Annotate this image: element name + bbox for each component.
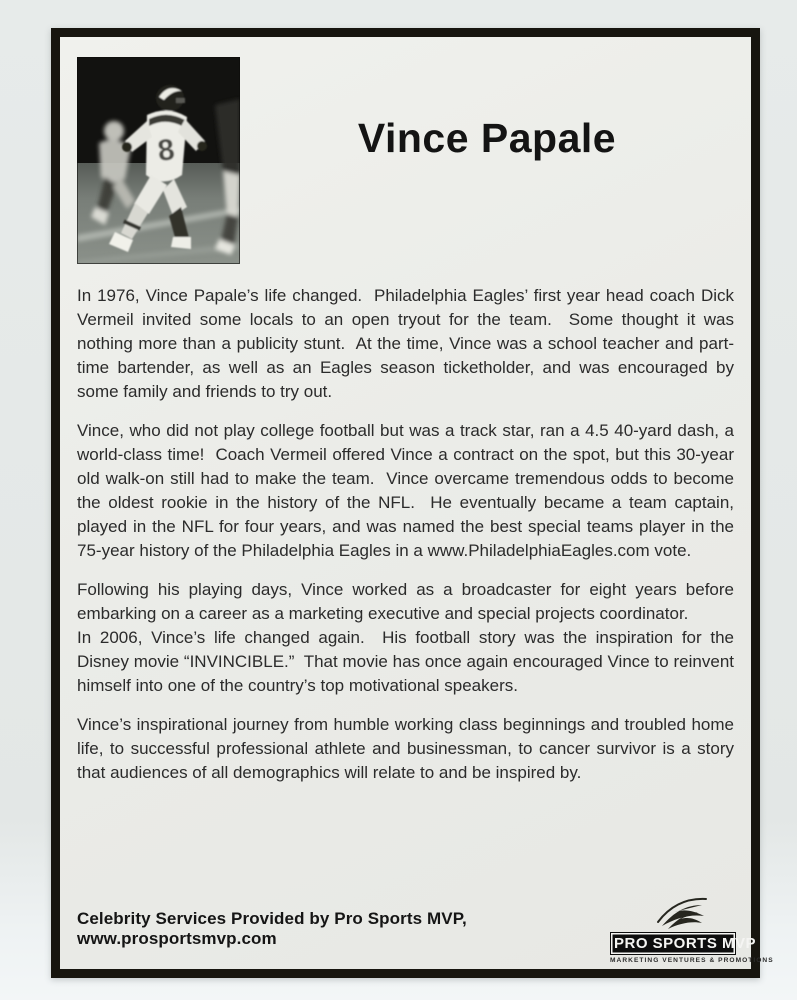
footer-credit: Celebrity Services Provided by Pro Sports MVP, www.prosportsmvp.com <box>77 909 467 948</box>
pro-sports-mvp-logo <box>610 896 774 964</box>
swoosh-icon <box>648 896 710 934</box>
page-footer <box>77 896 774 964</box>
bio-paragraph: In 2006, Vince’s life changed again. His football story was the inspiration for the Disney movie “INVINCIBLE.” That movie has once again encouraged Vince to reinvent himself into one of the country’s top motivational speakers. <box>77 628 739 695</box>
document-page <box>51 28 774 978</box>
page-title: Vince Papale <box>357 115 617 161</box>
title-area <box>240 57 734 264</box>
logo-wordmark: PRO SPORTS MVP <box>610 932 736 955</box>
bio-paragraph: In 1976, Vince Papale’s life changed. Philadelphia Eagles’ first year head coach Dick Vermeil invited some locals to an open tryout for the team. Some thought it was nothing more than a publicity stunt. At the time, Vince was a school teacher and part-time bartender, as well as an Eagles season ticketholder, and was encouraged by some family and friends to try out. <box>77 286 739 401</box>
bio-paragraph: Vince’s inspirational journey from humble working class beginnings and troubled home life, to successful professional athlete and businessman, to cancer survivor is a story that audiences of all demographics will relate to and be inspired by. <box>77 715 739 782</box>
page-header <box>77 57 734 264</box>
page-content <box>60 37 774 969</box>
svg-text:8: 8 <box>155 133 177 168</box>
logo-tagline: MARKETING VENTURES & PROMOTIONS <box>610 957 774 964</box>
bio-paragraph: Following his playing days, Vince worked as a broadcaster for eight years before embarking on a career as a marketing executive and special projects coordinator. <box>77 580 739 623</box>
football-action-photo-illustration <box>77 57 240 264</box>
vince-papale-photo <box>77 57 240 264</box>
bio-paragraph: Vince, who did not play college football but was a track star, ran a 4.5 40-yard dash, a world-class time! Coach Vermeil offered Vince a contract on the spot, but this 30-year old walk-on still had to make the team. Vince overcame tremendous odds to become the oldest rookie in the history of the NFL. He eventually became a team captain, played in the NFL for four years, and was named the best special teams player in the 75-year history of the Philadelphia Eagles in a www.PhiladelphiaEagles.com vote. <box>77 421 739 560</box>
bio-text <box>77 284 739 785</box>
